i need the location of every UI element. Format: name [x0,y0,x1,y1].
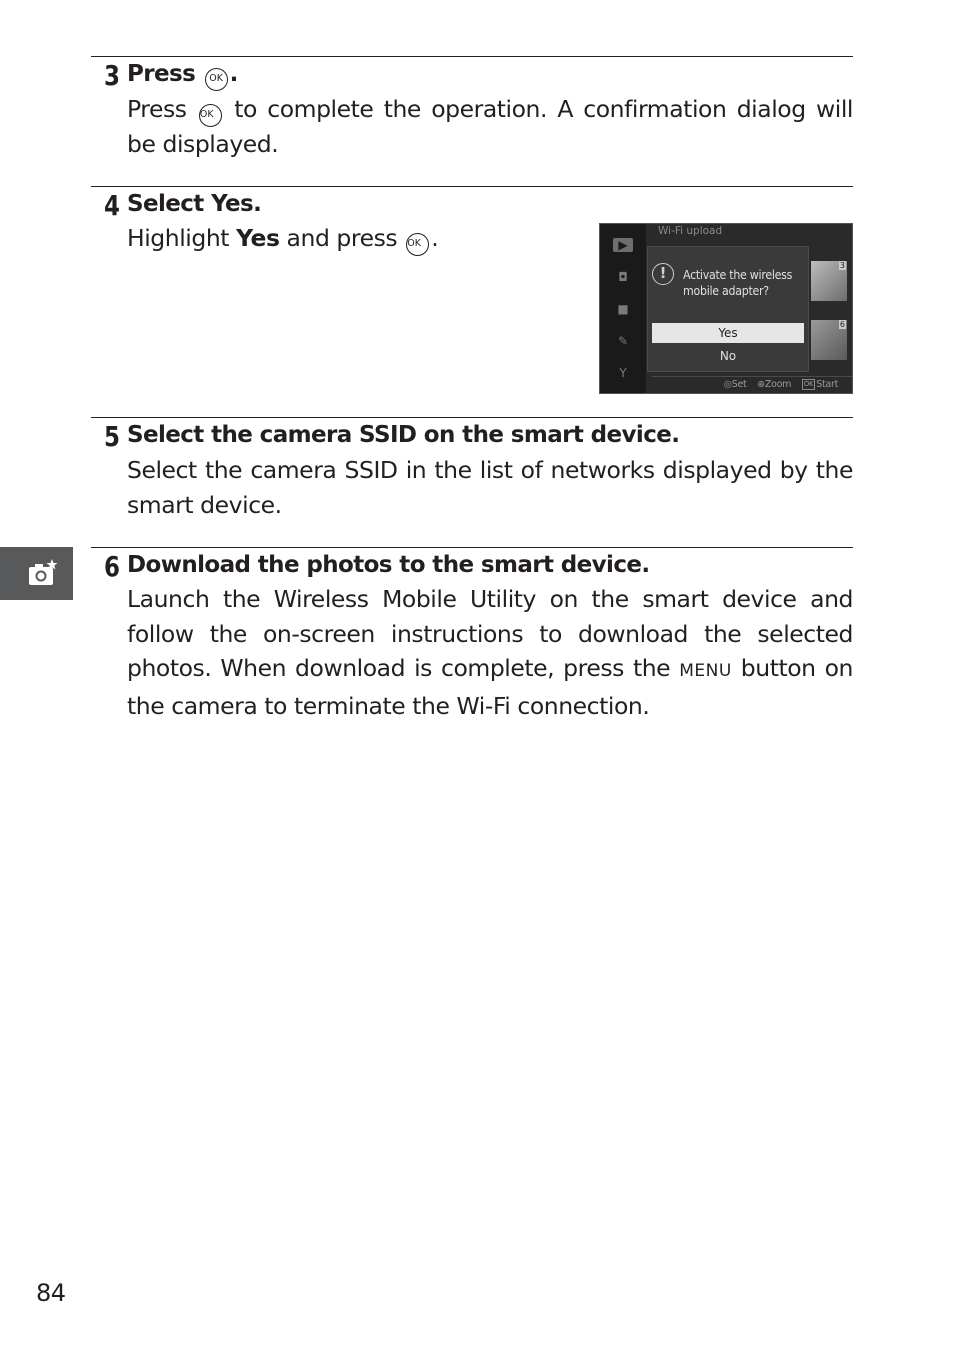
menu-button-label: MENU [679,661,732,681]
custom-setting-icon: ✎ [617,334,629,348]
thumbnail-number: 3 [839,261,845,270]
setup-menu-icon: Y [619,366,627,380]
step-body-text: to complete the operation. A confirmation dialog will be displayed. [127,95,853,158]
warning-icon: ! [652,263,674,285]
section-tab [0,547,73,600]
step-body-text: and press [286,224,398,252]
section-divider [91,417,853,418]
dialog-question-line: Activate the wireless [683,268,793,282]
step-body [127,221,567,256]
step-body-text: Launch the Wireless Mobile Utility on the smart device and follow the on-screen instructions to download the selected photos. When download is complete, press the [127,585,853,682]
step-title: Download the photos to the smart device. [127,552,650,578]
step-body-punct: . [431,224,439,252]
dialog-option-yes: Yes [652,323,804,343]
ok-key-icon: OK [803,380,814,388]
step-number: 5 [104,420,120,453]
dialog-question-line: mobile adapter? [683,284,769,298]
step-title [127,58,238,91]
step-number: 4 [104,189,120,222]
section-divider [91,547,853,548]
screen-header: Wi-Fi upload [658,225,723,237]
camera-menu-sidebar [600,224,646,393]
multi-selector-icon: ◎ [723,379,732,390]
step-title-bold: Yes [211,191,254,217]
photo-thumbnail [811,261,847,301]
ok-button-icon: OK [406,233,429,256]
shooting-menu-icon: ◘ [618,270,628,284]
step-title-text: Select [127,191,204,217]
step-body-text: button on the camera to terminate the Wi-Fi connection. [127,654,853,720]
help-zoom-label: Zoom [764,379,792,390]
page-number: 84 [36,1279,66,1307]
help-set-label: Set [731,379,747,390]
step-title-punct: . [229,61,238,87]
confirmation-dialog [647,246,809,372]
step-body [127,582,853,723]
step-title: Select the camera SSID on the smart device. [127,422,680,448]
section-divider [91,186,853,187]
step-number: 6 [104,550,120,583]
dialog-option-no: No [719,349,737,363]
camera-star-icon [28,559,58,589]
step-number: 3 [104,59,120,92]
step-title-punct: . [253,191,262,217]
zoom-icon: ⊕ [757,379,765,390]
step-title [127,188,261,220]
step-body: Select the camera SSID in the list of networks displayed by the smart device. [127,456,853,519]
playback-menu-icon: ▶ [613,238,633,252]
step-body [127,92,853,162]
section-divider [91,56,853,57]
screen-help-bar [652,376,852,393]
dialog-question [683,267,798,299]
ok-button-icon: OK [199,104,222,127]
step-body-text: Highlight [127,224,230,252]
thumbnail-number: 6 [839,320,845,329]
step-body-text: Press [127,95,187,123]
step-title-text: Press [127,61,196,87]
help-start-label: Start [816,379,838,390]
movie-menu-icon: ■ [617,302,629,316]
photo-thumbnail [811,320,847,360]
step-body-bold: Yes [236,224,280,252]
ok-button-icon: OK [205,68,228,91]
camera-screen-illustration [599,223,853,394]
